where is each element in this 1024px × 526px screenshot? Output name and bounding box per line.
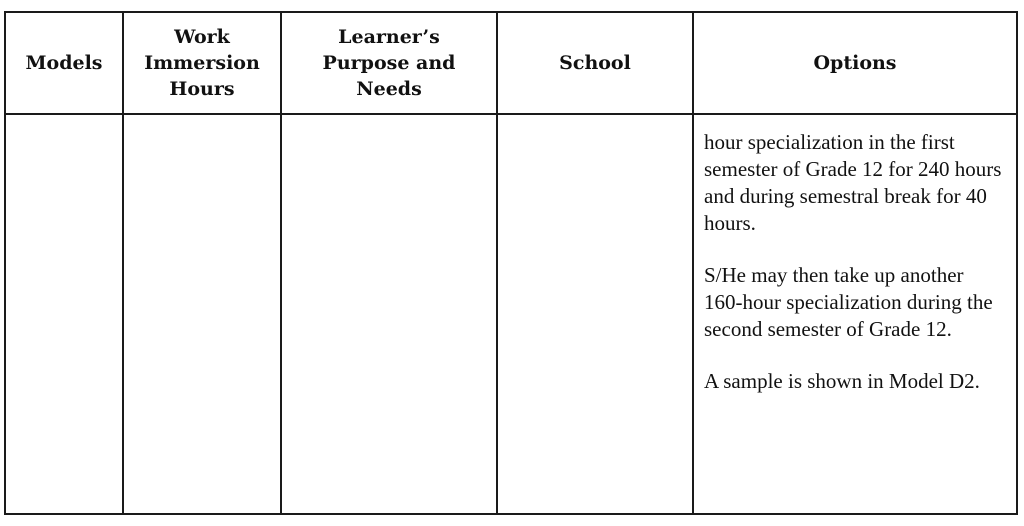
cell-models [5,114,123,514]
options-paragraph-3: A sample is shown in Model D2. [704,369,980,393]
options-paragraph-1: hour specialization in the first semester of Grade 12 for 240 hours and during semestral break for 40 hours. [704,130,1002,235]
header-models-label: Models [25,52,103,74]
header-learners-purpose-label: Learner’s Purpose and Needs [322,26,456,100]
table-row [5,114,1017,514]
header-learners-purpose [281,12,497,114]
header-row [5,12,1017,114]
header-options-label: Options [813,52,897,74]
header-work-immersion-hours-label: Work Immersion Hours [144,26,260,100]
table-body [5,114,1017,514]
cell-learners-purpose [281,114,497,514]
cell-work-immersion-hours [123,114,281,514]
options-paragraph-2: S/He may then take up another 160-hour specialization during the second semester of Grade 12. [704,263,993,341]
header-options [693,12,1017,114]
table-header [5,12,1017,114]
work-immersion-models-table [4,11,1018,515]
header-school [497,12,693,114]
cell-school [497,114,693,514]
header-work-immersion-hours [123,12,281,114]
header-models [5,12,123,114]
header-school-label: School [559,52,631,74]
cell-options [693,114,1017,514]
